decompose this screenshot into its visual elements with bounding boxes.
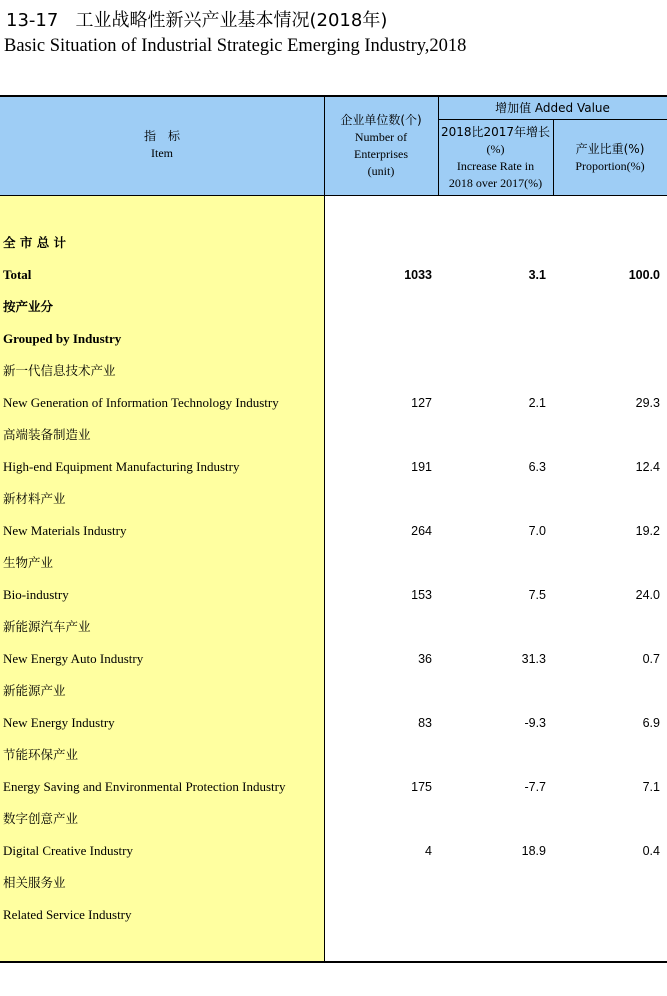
enterprises-value xyxy=(340,739,432,771)
proportion-value xyxy=(560,419,660,451)
header-item-en: Item xyxy=(151,146,173,160)
header-item xyxy=(0,128,324,162)
row-label: High-end Equipment Manufacturing Industry xyxy=(3,459,240,474)
growth-value: 3.1 xyxy=(528,268,546,282)
row-label: 新能源产业 xyxy=(3,683,66,698)
row-label: New Generation of Information Technology Industry xyxy=(3,395,279,410)
enterprises-value: 4 xyxy=(425,844,432,858)
growth-value: 7.5 xyxy=(528,588,546,602)
header-growth-en1: Increase Rate in xyxy=(456,159,535,173)
proportion-value xyxy=(560,675,660,707)
header-growth xyxy=(438,124,553,192)
enterprises-value xyxy=(340,611,432,643)
header-proportion-en: Proportion(%) xyxy=(575,159,645,173)
proportion-value: 29.3 xyxy=(635,396,660,410)
header-enterprises-cn: 企业单位数(个) xyxy=(340,113,422,127)
growth-value: 2.1 xyxy=(528,396,546,410)
enterprises-value xyxy=(340,355,432,387)
enterprises-value: 1033 xyxy=(404,268,432,282)
proportion-value: 0.4 xyxy=(642,844,660,858)
header-enterprises-unit: (unit) xyxy=(367,164,395,178)
growth-value xyxy=(445,323,546,355)
table-number: 13-17 xyxy=(6,10,59,31)
header-bottom-rule xyxy=(324,195,667,196)
enterprises-value xyxy=(340,419,432,451)
table-row xyxy=(0,579,667,611)
table-row xyxy=(0,675,667,707)
enterprises-value: 127 xyxy=(411,396,432,410)
table-row xyxy=(0,707,667,739)
row-label: Total xyxy=(3,267,32,282)
row-label: 新能源汽车产业 xyxy=(3,619,91,634)
enterprises-value xyxy=(340,323,432,355)
growth-value xyxy=(445,611,546,643)
enterprises-value xyxy=(340,899,432,931)
table-row xyxy=(0,259,667,291)
enterprises-value: 191 xyxy=(411,460,432,474)
proportion-value xyxy=(560,483,660,515)
row-label: 新一代信息技术产业 xyxy=(3,363,116,378)
enterprises-value: 36 xyxy=(418,652,432,666)
proportion-value: 0.7 xyxy=(642,652,660,666)
growth-value: -9.3 xyxy=(524,716,546,730)
growth-value: -7.7 xyxy=(524,780,546,794)
table-row xyxy=(0,451,667,483)
enterprises-value xyxy=(340,803,432,835)
table-row xyxy=(0,835,667,867)
table-row xyxy=(0,515,667,547)
growth-value: 6.3 xyxy=(528,460,546,474)
growth-value xyxy=(445,227,546,259)
header-growth-en2: 2018 over 2017(%) xyxy=(448,176,543,190)
enterprises-value xyxy=(340,675,432,707)
proportion-value xyxy=(560,739,660,771)
header-growth-cn: 2018比2017年增长 xyxy=(440,125,551,139)
enterprises-value xyxy=(340,483,432,515)
table-row xyxy=(0,643,667,675)
enterprises-value: 175 xyxy=(411,780,432,794)
proportion-value: 24.0 xyxy=(635,588,660,602)
growth-value xyxy=(445,739,546,771)
proportion-value xyxy=(560,611,660,643)
table-row xyxy=(0,899,667,931)
row-label: New Energy Industry xyxy=(3,715,115,730)
header-enterprises xyxy=(324,112,438,180)
top-rule xyxy=(0,95,667,97)
header-proportion-cn: 产业比重(%) xyxy=(575,142,645,156)
growth-value xyxy=(445,483,546,515)
table-row xyxy=(0,323,667,355)
table-row xyxy=(0,547,667,579)
header-bottom-rule-left xyxy=(0,195,324,196)
row-label: 生物产业 xyxy=(3,555,54,570)
page-title-en: Basic Situation of Industrial Strategic Emerging Industry,2018 xyxy=(4,36,467,56)
growth-value: 7.0 xyxy=(528,524,546,538)
header-enterprises-en1: Number of xyxy=(354,130,408,144)
header-enterprises-en2: Enterprises xyxy=(354,147,408,161)
row-label: 新材料产业 xyxy=(3,491,66,506)
row-label: 节能环保产业 xyxy=(3,747,79,762)
table-row xyxy=(0,803,667,835)
enterprises-value: 153 xyxy=(411,588,432,602)
header-growth-pct: (%) xyxy=(486,142,505,156)
row-label: Digital Creative Industry xyxy=(3,843,133,858)
table-row xyxy=(0,291,667,323)
enterprises-value: 83 xyxy=(418,716,432,730)
table-row xyxy=(0,611,667,643)
proportion-value: 12.4 xyxy=(635,460,660,474)
proportion-value xyxy=(560,323,660,355)
enterprises-value xyxy=(340,227,432,259)
growth-value xyxy=(445,899,546,931)
header-proportion xyxy=(553,141,667,175)
enterprises-value xyxy=(340,291,432,323)
proportion-value: 100.0 xyxy=(628,268,660,282)
growth-value xyxy=(445,675,546,707)
proportion-value xyxy=(560,803,660,835)
proportion-value xyxy=(560,227,660,259)
growth-value xyxy=(445,803,546,835)
proportion-value: 7.1 xyxy=(642,780,660,794)
row-label: 按产业分 xyxy=(3,299,54,314)
table-row xyxy=(0,387,667,419)
row-label: New Materials Industry xyxy=(3,523,127,538)
proportion-value xyxy=(560,291,660,323)
proportion-value: 19.2 xyxy=(635,524,660,538)
proportion-value xyxy=(560,899,660,931)
row-label: Grouped by Industry xyxy=(3,331,122,346)
row-label: 高端装备制造业 xyxy=(3,427,91,442)
table-row xyxy=(0,483,667,515)
growth-value xyxy=(445,419,546,451)
row-label: Energy Saving and Environmental Protection Industry xyxy=(3,779,286,794)
row-label: Bio-industry xyxy=(3,587,69,602)
table-title-cn: 工业战略性新兴产业基本情况(2018年) xyxy=(75,10,388,31)
proportion-value xyxy=(560,355,660,387)
row-label: 数字创意产业 xyxy=(3,811,79,826)
table-row xyxy=(0,867,667,899)
row-label: Related Service Industry xyxy=(3,907,132,922)
row-label: 相关服务业 xyxy=(3,875,66,890)
table-row xyxy=(0,355,667,387)
growth-value xyxy=(445,547,546,579)
growth-value: 18.9 xyxy=(521,844,546,858)
row-label: 全 市 总 计 xyxy=(3,235,67,250)
proportion-value xyxy=(560,867,660,899)
growth-value xyxy=(445,291,546,323)
header-added-value: 增加值 Added Value xyxy=(495,101,610,115)
growth-value xyxy=(445,867,546,899)
proportion-value: 6.9 xyxy=(642,716,660,730)
growth-value: 31.3 xyxy=(521,652,546,666)
table-row xyxy=(0,739,667,771)
enterprises-value xyxy=(340,867,432,899)
page-title-cn xyxy=(6,6,387,32)
table-row xyxy=(0,419,667,451)
proportion-value xyxy=(560,547,660,579)
header-item-cn: 指 标 xyxy=(143,129,180,143)
table-row xyxy=(0,227,667,259)
row-label: New Energy Auto Industry xyxy=(3,651,144,666)
table-row xyxy=(0,771,667,803)
enterprises-value xyxy=(340,547,432,579)
growth-value xyxy=(445,355,546,387)
enterprises-value: 264 xyxy=(411,524,432,538)
bottom-rule xyxy=(0,961,667,963)
